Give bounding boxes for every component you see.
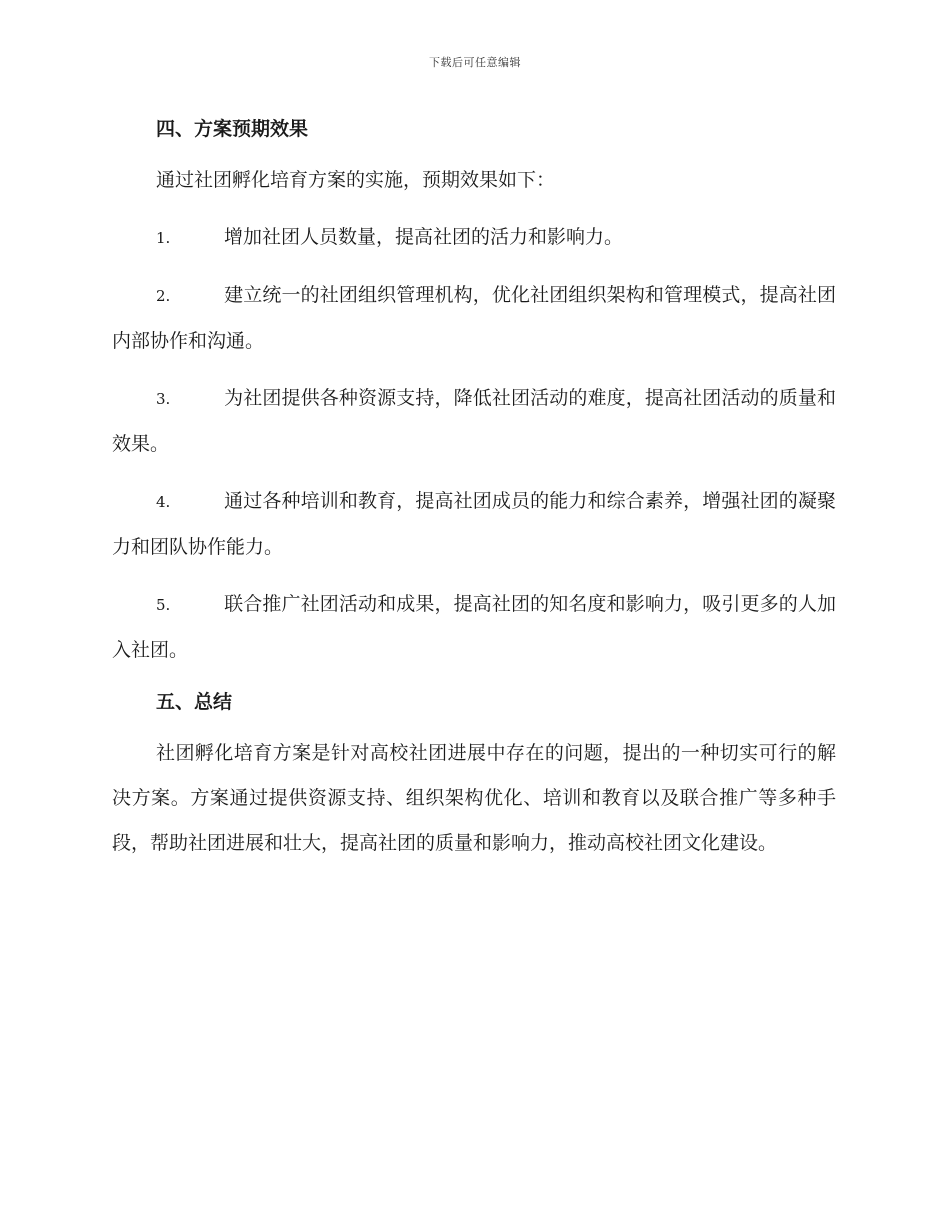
list-item-text: 为社团提供各种资源支持，降低社团活动的难度，提高社团活动的质量和效果。 — [112, 387, 836, 455]
list-item-text: 通过各种培训和教育，提高社团成员的能力和综合素养，增强社团的凝聚力和团队协作能力。 — [112, 490, 836, 558]
list-item-number: 2. — [156, 287, 171, 305]
list-item — [112, 273, 836, 364]
list-item-number: 5. — [156, 596, 171, 614]
list-item-number: 3. — [156, 390, 171, 408]
list-item-text: 增加社团人员数量，提高社团的活力和影响力。 — [224, 226, 624, 248]
document-body — [112, 112, 836, 866]
list-item-text: 联合推广社团活动和成果，提高社团的知名度和影响力，吸引更多的人加入社团。 — [112, 593, 836, 661]
section-intro: 通过社团孵化培育方案的实施，预期效果如下： — [156, 169, 556, 191]
list-item-number: 4. — [156, 493, 171, 511]
header-note: 下载后可任意编辑 — [429, 56, 521, 69]
section-heading-summary: 五、总结 — [156, 691, 233, 713]
list-item-number: 1. — [156, 229, 171, 247]
summary-paragraph: 社团孵化培育方案是针对高校社团进展中存在的问题，提出的一种切实可行的解决方案。方案通过提供资源支持、组织架构优化、培训和教育以及联合推广等多种手段，帮助社团进展和壮大，提高社团的质量和影响力，推动高校社团文化建设。 — [112, 742, 836, 854]
list-item-text: 建立统一的社团组织管理机构，优化社团组织架构和管理模式，提高社团内部协作和沟通。 — [112, 284, 836, 352]
section-heading-expected-effects: 四、方案预期效果 — [156, 118, 309, 140]
list-item — [112, 215, 836, 261]
list-item — [112, 582, 836, 673]
list-item — [112, 479, 836, 570]
list-item — [112, 376, 836, 467]
